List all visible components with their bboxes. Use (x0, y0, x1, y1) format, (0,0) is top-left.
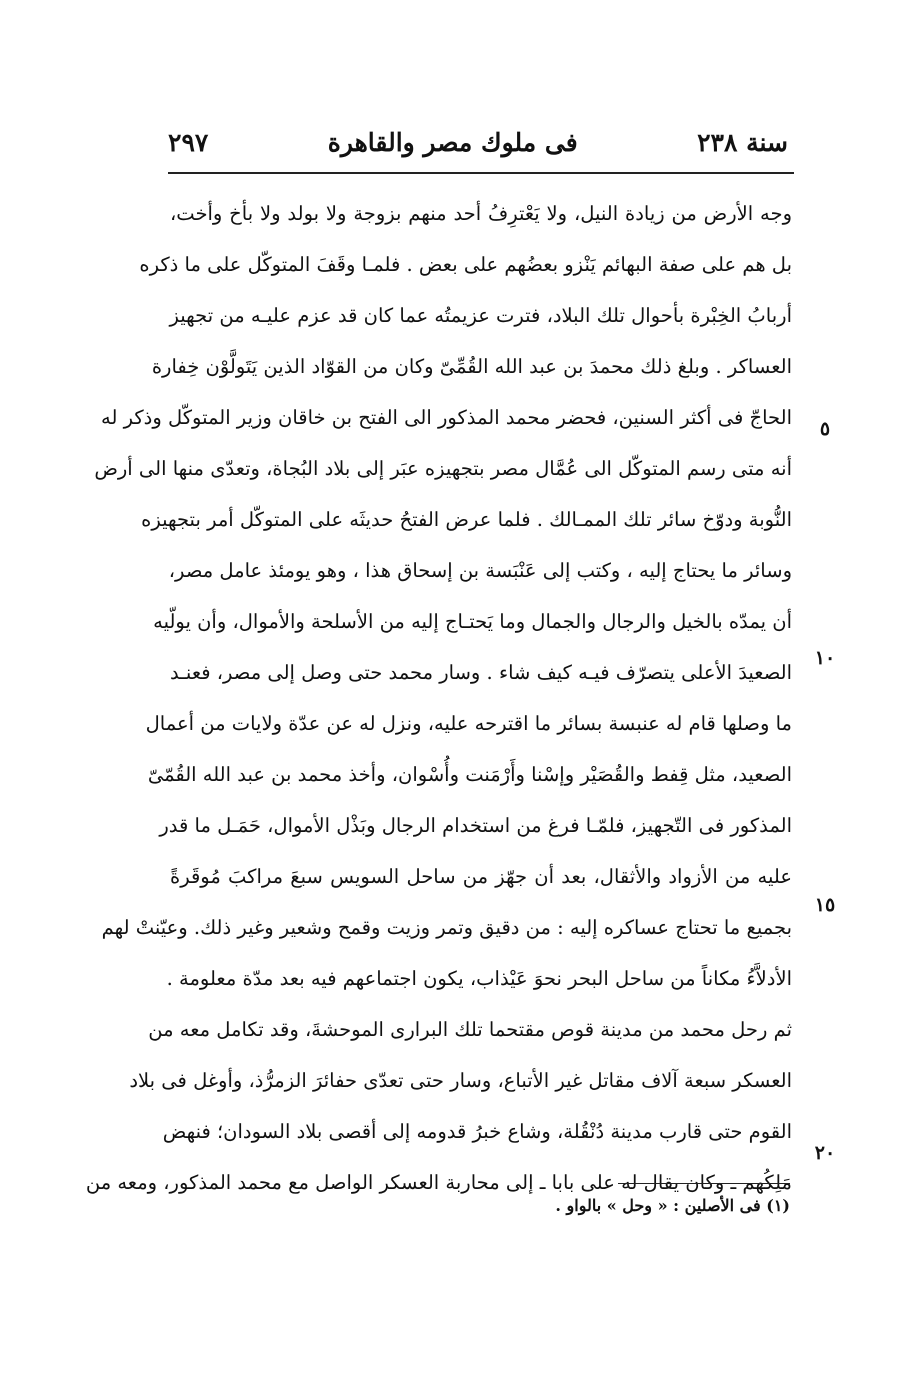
text-line: الأدلاَّءُ مكاناً من ساحل البحر نحوَ عَيْذاب، يكون اجتماعهم فيه بعد مدّة معلومة . (166, 967, 792, 990)
body-text (85, 188, 792, 1208)
text-line: الصعيد، مثل قِفط والقُصَيْر وإسْنا وأَرْمَنت وأُسْوان، وأخذ محمد بن عبد الله القُمّىّ (147, 763, 792, 786)
text-line: أنه متى رسم المتوكّل الى عُمَّال مصر بتجهيزه عبَر إلى بلاد البُجاة، وتعدّى منها الى أرض (94, 457, 792, 480)
text-line: بجميع ما تحتاج عساكره إليه : من دقيق وتمر وزيت وقمح وشعير وغير ذلك. وعيّنتْ لهم (101, 916, 792, 939)
header-year: سنة ٢٣٨ (697, 127, 788, 157)
text-line: القوم حتى قارب مدينة دُنْقُلة، وشاع خبرُ قدومه إلى أقصى بلاد السودان؛ فنهض (162, 1120, 792, 1143)
page-number: ٢٩٧ (168, 127, 209, 157)
text-line: العساكر . وبلغ ذلك محمدَ بن عبد الله القُمِّىّ وكان من القوّاد الذين يَتَولَّوْن خِفارة (151, 355, 792, 378)
text-line: عليه من الأزواد والأثقال، بعد أن جهّز من ساحل السويس سبعَ مراكبَ مُوقَرةً (170, 865, 792, 888)
footnote (400, 1196, 790, 1215)
line-number-20: ٢٠ (814, 1142, 836, 1164)
text-line: أن يمدّه بالخيل والرجال والجمال وما يَحتـاج إليه من الأسلحة والأموال، وأن يولّيه (153, 610, 792, 633)
footnote-text: فى الأصلين : « وحل » بالواو . (555, 1196, 761, 1215)
header-rule (168, 172, 794, 174)
text-line: المذكور فى التّجهيز، فلمّـا فرغ من استخدام الرجال وبَذْل الأموال، حَمَـل ما قدر (159, 814, 792, 837)
text-line: النُّوبة ودوّخ سائر تلك الممـالك . فلما عرض الفتحُ حديثَه على المتوكّل أمر بتجهيزه (141, 508, 792, 531)
line-number-5: ٥ (819, 418, 831, 440)
header-title: فى ملوك مصر والقاهرة (327, 127, 578, 157)
line-number-10: ١٠ (814, 647, 836, 669)
footnote-rule (618, 1183, 790, 1184)
running-head (168, 118, 788, 166)
text-line: ثم رحل محمد من مدينة قوص مقتحما تلك البرارى الموحشةَ، وقد تكامل معه من (148, 1018, 792, 1041)
text-line: بل هم على صفة البهائم يَنْزو بعضُهم على بعض . فلمـا وقَفَ المتوكّل على ما ذكره (139, 253, 792, 276)
text-line: مَلِكُهم ـ وكان يقال له على بابا ـ إلى محاربة العسكر الواصل مع محمد المذكور، ومعه من (85, 1171, 792, 1194)
text-line: العسكر سبعة آلاف مقاتل غير الأتباع، وسار حتى تعدّى حفائرَ الزمرُّذ، وأوغل فى بلاد (129, 1069, 792, 1092)
text-line: وسائر ما يحتاج إليه ، وكتب إلى عَنْبَسة بن إسحاق هذا ، وهو يومئذ عامل مصر، (168, 559, 792, 582)
text-line: وجه الأرض من زيادة النيل، ولا يَعْترِفُ أحد منهم بزوجة ولا بولد ولا بأخ وأخت، (170, 202, 792, 225)
footnote-marker: (١) (766, 1196, 790, 1215)
line-number-15: ١٥ (814, 894, 836, 916)
text-line: أربابُ الخِبْرة بأحوال تلك البلاد، فترت عزيمتُه عما كان قد عزم عليـه من تجهيز (169, 304, 792, 327)
text-line: ما وصلها قام له عنبسة بسائر ما اقترحه عليه، ونزل له عن عدّة ولايات من أعمال (145, 712, 792, 735)
text-line: الحاجّ فى أكثر السنين، فحضر محمد المذكور الى الفتح بن خاقان وزير المتوكّل وذكر له (101, 406, 792, 429)
text-line: الصعيدَ الأعلى يتصرّف فيـه كيف شاء . وسار محمد حتى وصل إلى مصر، فعنـد (169, 661, 792, 684)
